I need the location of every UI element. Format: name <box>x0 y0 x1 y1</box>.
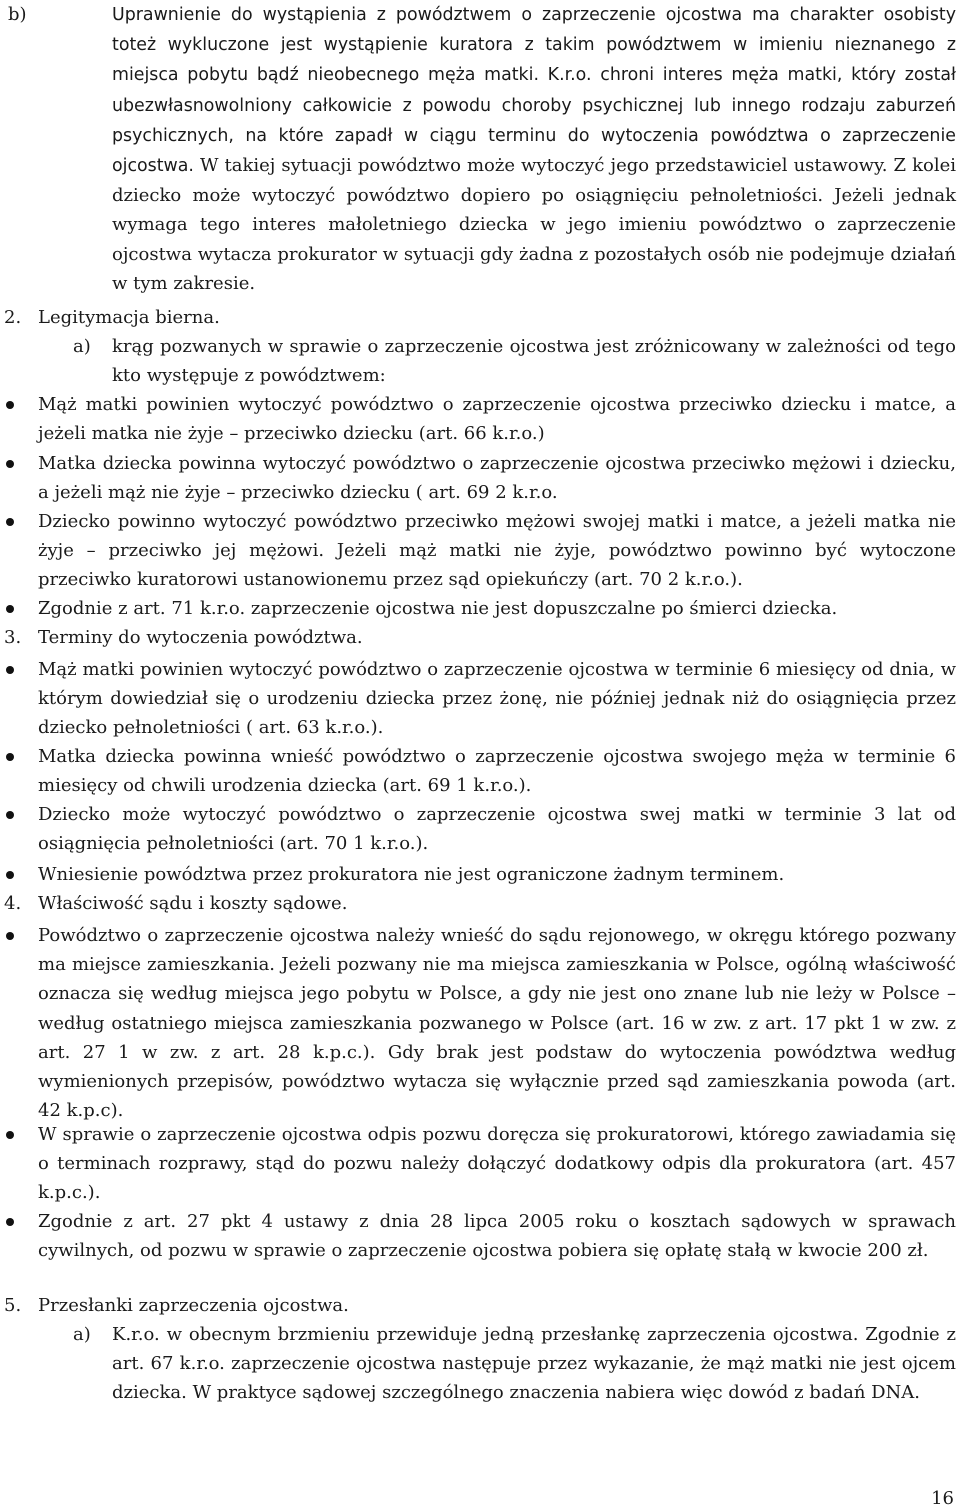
bullet-icon <box>6 1131 14 1139</box>
section-5-sub-a-label: a) <box>73 1324 91 1345</box>
list-item-text: Powództwo o zaprzeczenie ojcostwa należy wnieść do sądu rejonowego, w okręgu którego pozwany ma miejsce zamieszkania. Jeżeli pozwany nie ma miejsca zamieszkania w Polsce, ogólną właściwość oznacza się według miejsca jego pobytu w Polsce, a gdy nie jest ono znane lub nie leży w Polsce – według ostatniego miejsca zamieszkania pozwanego w Polsce (art. 16 w zw. z art. 17 pkt 1 w zw. z art. 27 1 w zw. z art. 28 k.p.c.). Gdy brak jest podstaw do wytoczenia powództwa według wymienionych przepisów, powództwo wytacza się wyłącznie przed sąd zamieszkania powoda (art. 42 k.p.c). <box>38 925 956 1122</box>
page-number: 16 <box>931 1488 954 1509</box>
heading-section-2 <box>4 303 956 332</box>
bullet-icon <box>6 460 14 468</box>
paragraph-1b <box>8 0 956 298</box>
list-item-text: Matka dziecka powinna wytoczyć powództwo o zaprzeczenie ojcostwa przeciwko mężowi i dziecku, a jeżeli mąż nie żyje – przeciwko dziecku ( art. 69 2 k.r.o. <box>38 453 956 504</box>
list-item-text: Zgodnie z art. 71 k.r.o. zaprzeczenie ojcostwa nie jest dopuszczalne po śmierci dziecka. <box>38 598 838 619</box>
paragraph-1b-label: b) <box>8 4 27 25</box>
heading-section-5-number: 5. <box>4 1295 22 1316</box>
list-item-text: Zgodnie z art. 27 pkt 4 ustawy z dnia 28 lipca 2005 roku o kosztach sądowych w sprawach cywilnych, od pozwu w sprawie o zaprzeczenie ojcostwa pobiera się opłatę stałą w kwocie 200 zł. <box>38 1211 956 1262</box>
list-item-text: Dziecko powinno wytoczyć powództwo przeciwko mężowi swojej matki i matce, a jeżeli matka nie żyje – przeciwko jej mężowi. Jeżeli mąż matki nie żyje, powództwo powinno być wytoczone przeciwko kuratorowi ustanowionemu przez sąd opiekuńczy (art. 70 2 k.r.o.). <box>38 511 956 591</box>
bullet-icon <box>6 932 14 940</box>
list-item <box>38 390 956 448</box>
list-item <box>38 507 956 595</box>
paragraph-1b-text-part1: Uprawnienie do wystąpienia z powództwem o zaprzeczenie ojcostwa ma charakter osobisty toteż wykluczone jest wystąpienie kuratora z takim powództwem w imieniu nieznanego z miejsca pobytu bądź nieobecnego męża matki. K.r.o. chroni interes męża matki, który został ubezwłasnowolniony całkowicie z powodu choroby psychicznej lub innego rodzaju zaburzeń psychicznych, na które zapadł w ciągu terminu do wytoczenia powództwa o zaprzeczenie ojcostwa. <box>112 5 956 177</box>
heading-section-3-number: 3. <box>4 627 22 648</box>
section-2-sub-a <box>73 332 956 390</box>
list-item-text: Dziecko może wytoczyć powództwo o zaprzeczenie ojcostwa swej matki w terminie 3 lat od osiągnięcia pełnoletniości (art. 70 1 k.r.o.). <box>38 804 956 855</box>
list-item-text: Matka dziecka powinna wnieść powództwo o zaprzeczenie ojcostwa swojego męża w terminie 6 miesięcy od chwili urodzenia dziecka (art. 69 1 k.r.o.). <box>38 746 956 797</box>
heading-section-3 <box>4 623 956 652</box>
list-item-text: Mąż matki powinien wytoczyć powództwo o zaprzeczenie ojcostwa w terminie 6 miesięcy od dnia, w którym dowiedział się o urodzeniu dziecka przez żonę, nie później jednak niż do osiągnięcia przez dziecko pełnoletniości ( art. 63 k.r.o.). <box>38 659 956 739</box>
list-item <box>38 1120 956 1208</box>
heading-section-4 <box>4 889 956 918</box>
list-item-text: Wniesienie powództwa przez prokuratora nie jest ograniczone żadnym terminem. <box>38 864 785 885</box>
section-2-sub-a-text: krąg pozwanych w sprawie o zaprzeczenie ojcostwa jest zróżnicowany w zależności od tego kto występuje z powództwem: <box>112 336 956 387</box>
heading-section-5-title: Przesłanki zaprzeczenia ojcostwa. <box>38 1295 349 1316</box>
list-item <box>38 1207 956 1265</box>
bullet-icon <box>6 811 14 819</box>
section-5-sub-a-text: K.r.o. w obecnym brzmieniu przewiduje jedną przesłankę zaprzeczenia ojcostwa. Zgodnie z art. 67 k.r.o. zaprzeczenie ojcostwa następuje przez wykazanie, że mąż matki nie jest ojcem dziecka. W praktyce sądowej szczególnego znaczenia nabiera więc dowód z badań DNA. <box>112 1324 956 1404</box>
heading-section-3-title: Terminy do wytoczenia powództwa. <box>38 627 363 648</box>
list-item <box>38 800 956 858</box>
bullet-icon <box>6 753 14 761</box>
heading-section-4-number: 4. <box>4 893 22 914</box>
bullet-icon <box>6 605 14 613</box>
list-item <box>38 594 956 623</box>
heading-section-2-number: 2. <box>4 307 22 328</box>
bullet-icon <box>6 666 14 674</box>
bullet-icon <box>6 871 14 879</box>
section-5-sub-a <box>73 1320 956 1408</box>
list-item <box>38 742 956 800</box>
bullet-icon <box>6 518 14 526</box>
paragraph-1b-text-part2: W takiej sytuacji powództwo może wytoczyć jego przedstawiciel ustawowy. Z kolei dziecko może wytoczyć powództwo dopiero po osiągnięciu pełnoletniości. Jeżeli jednak wymaga tego interes małoletniego dziecka w jego imieniu powództwo o zaprzeczenie ojcostwa wytacza prokurator w sytuacji gdy żadna z pozostałych osób nie podejmuje działań w tym zakresie. <box>112 155 956 294</box>
heading-section-4-title: Właściwość sądu i koszty sądowe. <box>38 893 348 914</box>
list-item <box>38 921 956 1125</box>
section-2-sub-a-label: a) <box>73 336 91 357</box>
list-item <box>38 655 956 743</box>
bullet-icon <box>6 1218 14 1226</box>
heading-section-5 <box>4 1291 956 1320</box>
list-item-text: Mąż matki powinien wytoczyć powództwo o zaprzeczenie ojcostwa przeciwko dziecku i matce, a jeżeli matka nie żyje – przeciwko dziecku (art. 66 k.r.o.) <box>38 394 956 445</box>
heading-section-2-title: Legitymacja bierna. <box>38 307 220 328</box>
bullet-icon <box>6 401 14 409</box>
list-item-text: W sprawie o zaprzeczenie ojcostwa odpis pozwu doręcza się prokuratorowi, którego zawiadamia się o terminach rozprawy, stąd do pozwu należy dołączyć dodatkowy odpis dla prokuratora (art. 457 k.p.c.). <box>38 1124 956 1204</box>
list-item <box>38 860 956 889</box>
list-item <box>38 449 956 507</box>
